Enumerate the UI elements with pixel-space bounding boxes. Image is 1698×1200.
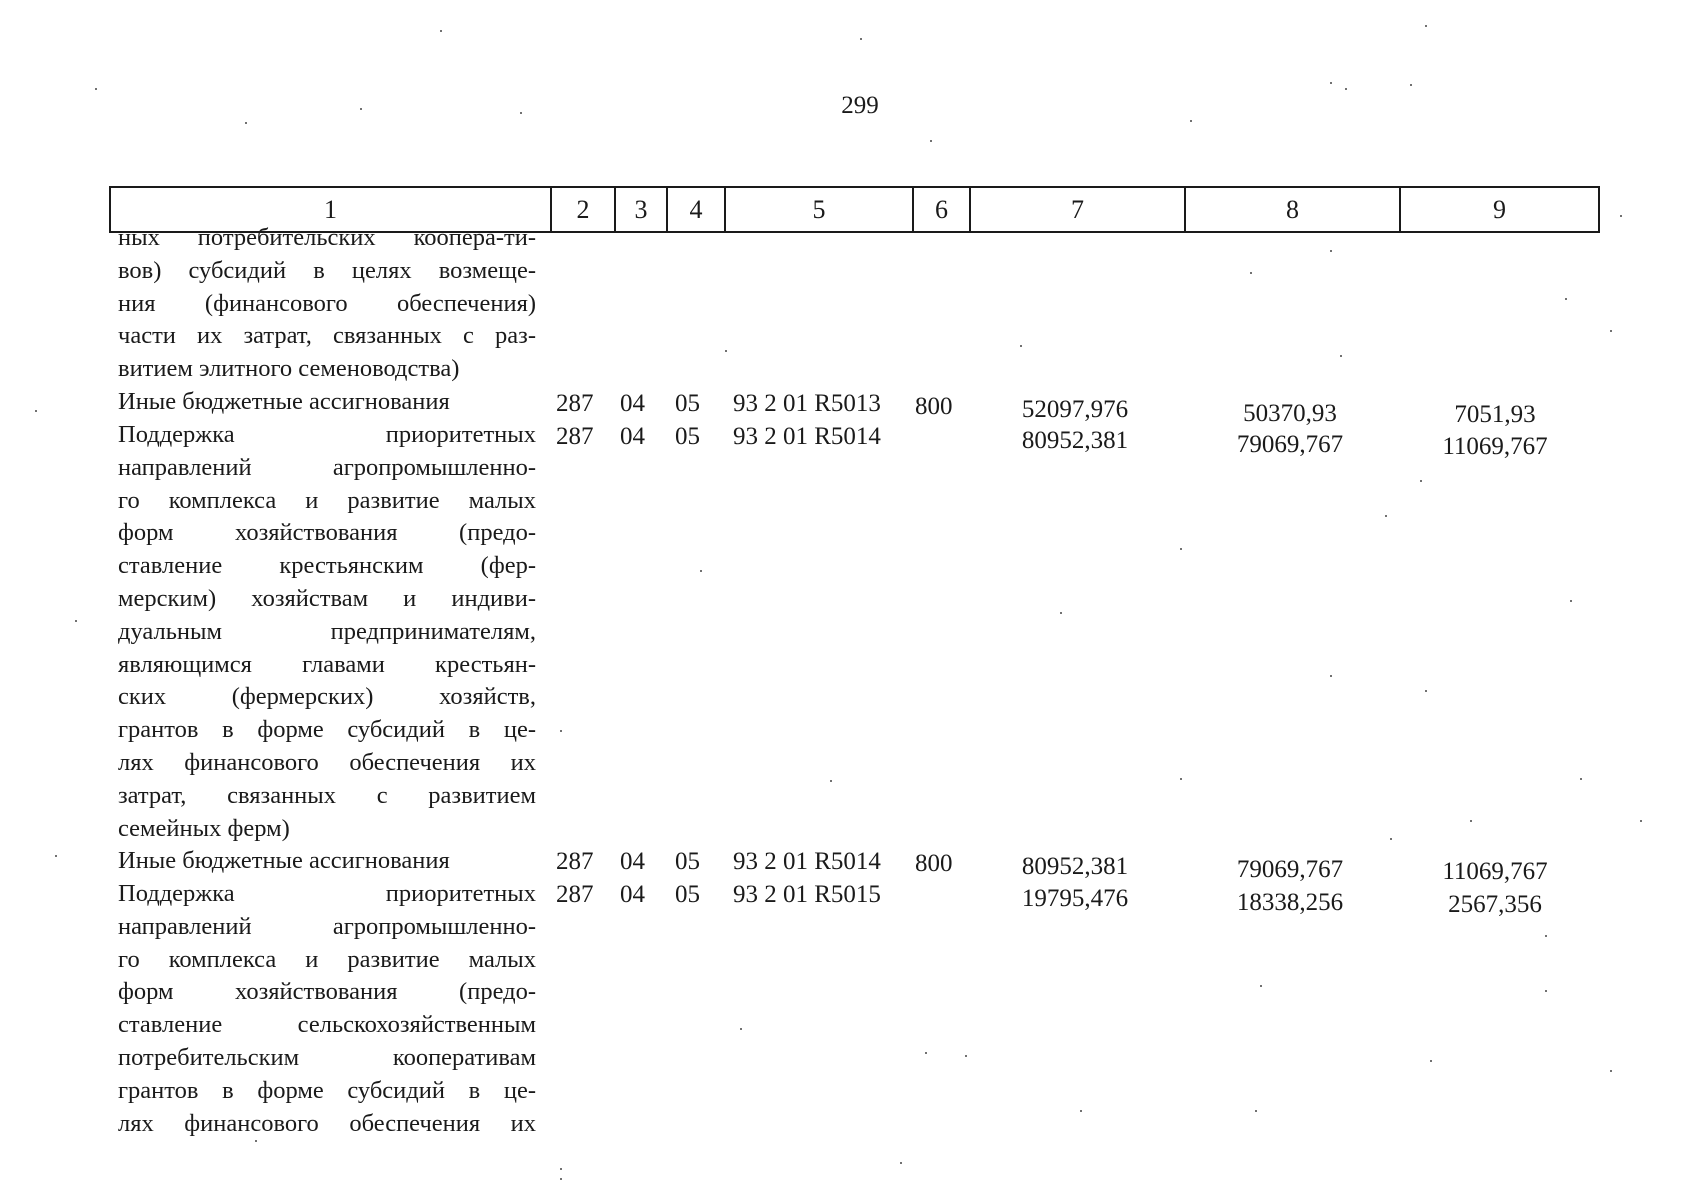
description-line: мерским) хозяйствам и индиви- <box>118 584 536 612</box>
header-col-7: 7 <box>969 188 1184 231</box>
cell-col-7: 19795,476 <box>1021 885 1129 912</box>
description-line: затрат, связанных с развитием <box>118 781 536 809</box>
description-line: вов) субсидий в целях возмеще- <box>118 256 536 284</box>
description-line: лях финансового обеспечения их <box>118 1109 536 1137</box>
description-line: Поддержка приоритетных <box>118 421 536 448</box>
description-line: грантов в форме субсидий в це- <box>118 1076 536 1104</box>
description-line: лях финансового обеспечения их <box>118 748 536 776</box>
cell-col-5: 93 2 01 R5014 <box>733 848 881 875</box>
cell-col-8: 79069,767 <box>1236 431 1344 458</box>
cell-col-9: 11069,767 <box>1442 858 1548 885</box>
cell-col-2: 287 <box>556 848 594 875</box>
cell-col-4: 05 <box>675 881 700 908</box>
header-col-1: 1 <box>324 195 337 224</box>
cell-col-3: 04 <box>620 423 645 450</box>
cell-col-2: 287 <box>556 423 594 450</box>
description-line: Поддержка приоритетных <box>118 880 536 907</box>
cell-col-5: 93 2 01 R5013 <box>733 390 881 417</box>
description-line: Иные бюджетные ассигнования <box>118 388 450 415</box>
row-description <box>118 386 536 419</box>
cell-col-3: 04 <box>620 390 645 417</box>
header-col-9: 9 <box>1399 188 1598 231</box>
cell-col-8: 18338,256 <box>1236 889 1344 916</box>
description-line: ских (фермерских) хозяйств, <box>118 683 536 711</box>
header-col-6: 6 <box>912 188 969 231</box>
cell-col-4: 05 <box>675 390 700 417</box>
cell-col-9: 2567,356 <box>1448 891 1542 918</box>
cell-col-2: 287 <box>556 390 594 417</box>
header-col-5: 5 <box>724 188 912 231</box>
cell-col-6: 800 <box>915 393 953 420</box>
cell-col-7: 80952,381 <box>1021 853 1129 880</box>
description-line: грантов в форме субсидий в це- <box>118 716 536 744</box>
cell-col-5: 93 2 01 R5014 <box>733 423 881 450</box>
description-line: форм хозяйствования (предо- <box>118 978 536 1006</box>
header-col-2: 2 <box>550 188 614 231</box>
description-line: форм хозяйствования (предо- <box>118 519 536 547</box>
description-line: направлений агропромышленно- <box>118 912 536 940</box>
description-line: ставление крестьянским (фер- <box>118 552 536 580</box>
page-number: 299 <box>841 92 879 119</box>
cell-col-7: 52097,976 <box>1021 396 1129 423</box>
header-col-8: 8 <box>1184 188 1399 231</box>
description-line: ния (финансового обеспечения) <box>118 289 536 317</box>
header-col-4: 4 <box>666 188 724 231</box>
description-line: витием элитного семеноводства) <box>118 355 460 383</box>
description-line: семейных ферм) <box>118 814 290 842</box>
description-line: Иные бюджетные ассигнования <box>118 847 450 874</box>
row-description <box>118 878 536 1140</box>
description-line: потребительским кооперативам <box>118 1043 536 1071</box>
header-col-3: 3 <box>614 188 666 231</box>
cell-col-5: 93 2 01 R5015 <box>733 881 881 908</box>
row-description <box>118 845 536 878</box>
description-line: го комплекса и развитие малых <box>118 486 536 514</box>
cell-col-9: 11069,767 <box>1442 433 1548 460</box>
row-description <box>118 419 536 845</box>
cell-col-6: 800 <box>915 850 953 877</box>
cell-col-3: 04 <box>620 881 645 908</box>
description-line: дуальным предпринимателям, <box>118 617 536 645</box>
cell-col-4: 05 <box>675 423 700 450</box>
description-line: го комплекса и развитие малых <box>118 945 536 973</box>
cell-col-4: 05 <box>675 848 700 875</box>
cell-col-9: 7051,93 <box>1454 401 1536 428</box>
description-line: ставление сельскохозяйственным <box>118 1011 536 1039</box>
row-description <box>118 222 536 386</box>
cell-col-8: 50370,93 <box>1243 400 1337 427</box>
cell-col-7: 80952,381 <box>1021 427 1129 454</box>
description-line: части их затрат, связанных с раз- <box>118 322 536 350</box>
cell-col-3: 04 <box>620 848 645 875</box>
cell-col-2: 287 <box>556 881 594 908</box>
cell-col-8: 79069,767 <box>1236 856 1344 883</box>
description-line: являющимся главами крестьян- <box>118 650 536 678</box>
description-line: направлений агропромышленно- <box>118 453 536 481</box>
description-line: ных потребительских коопера-ти- <box>118 224 536 251</box>
